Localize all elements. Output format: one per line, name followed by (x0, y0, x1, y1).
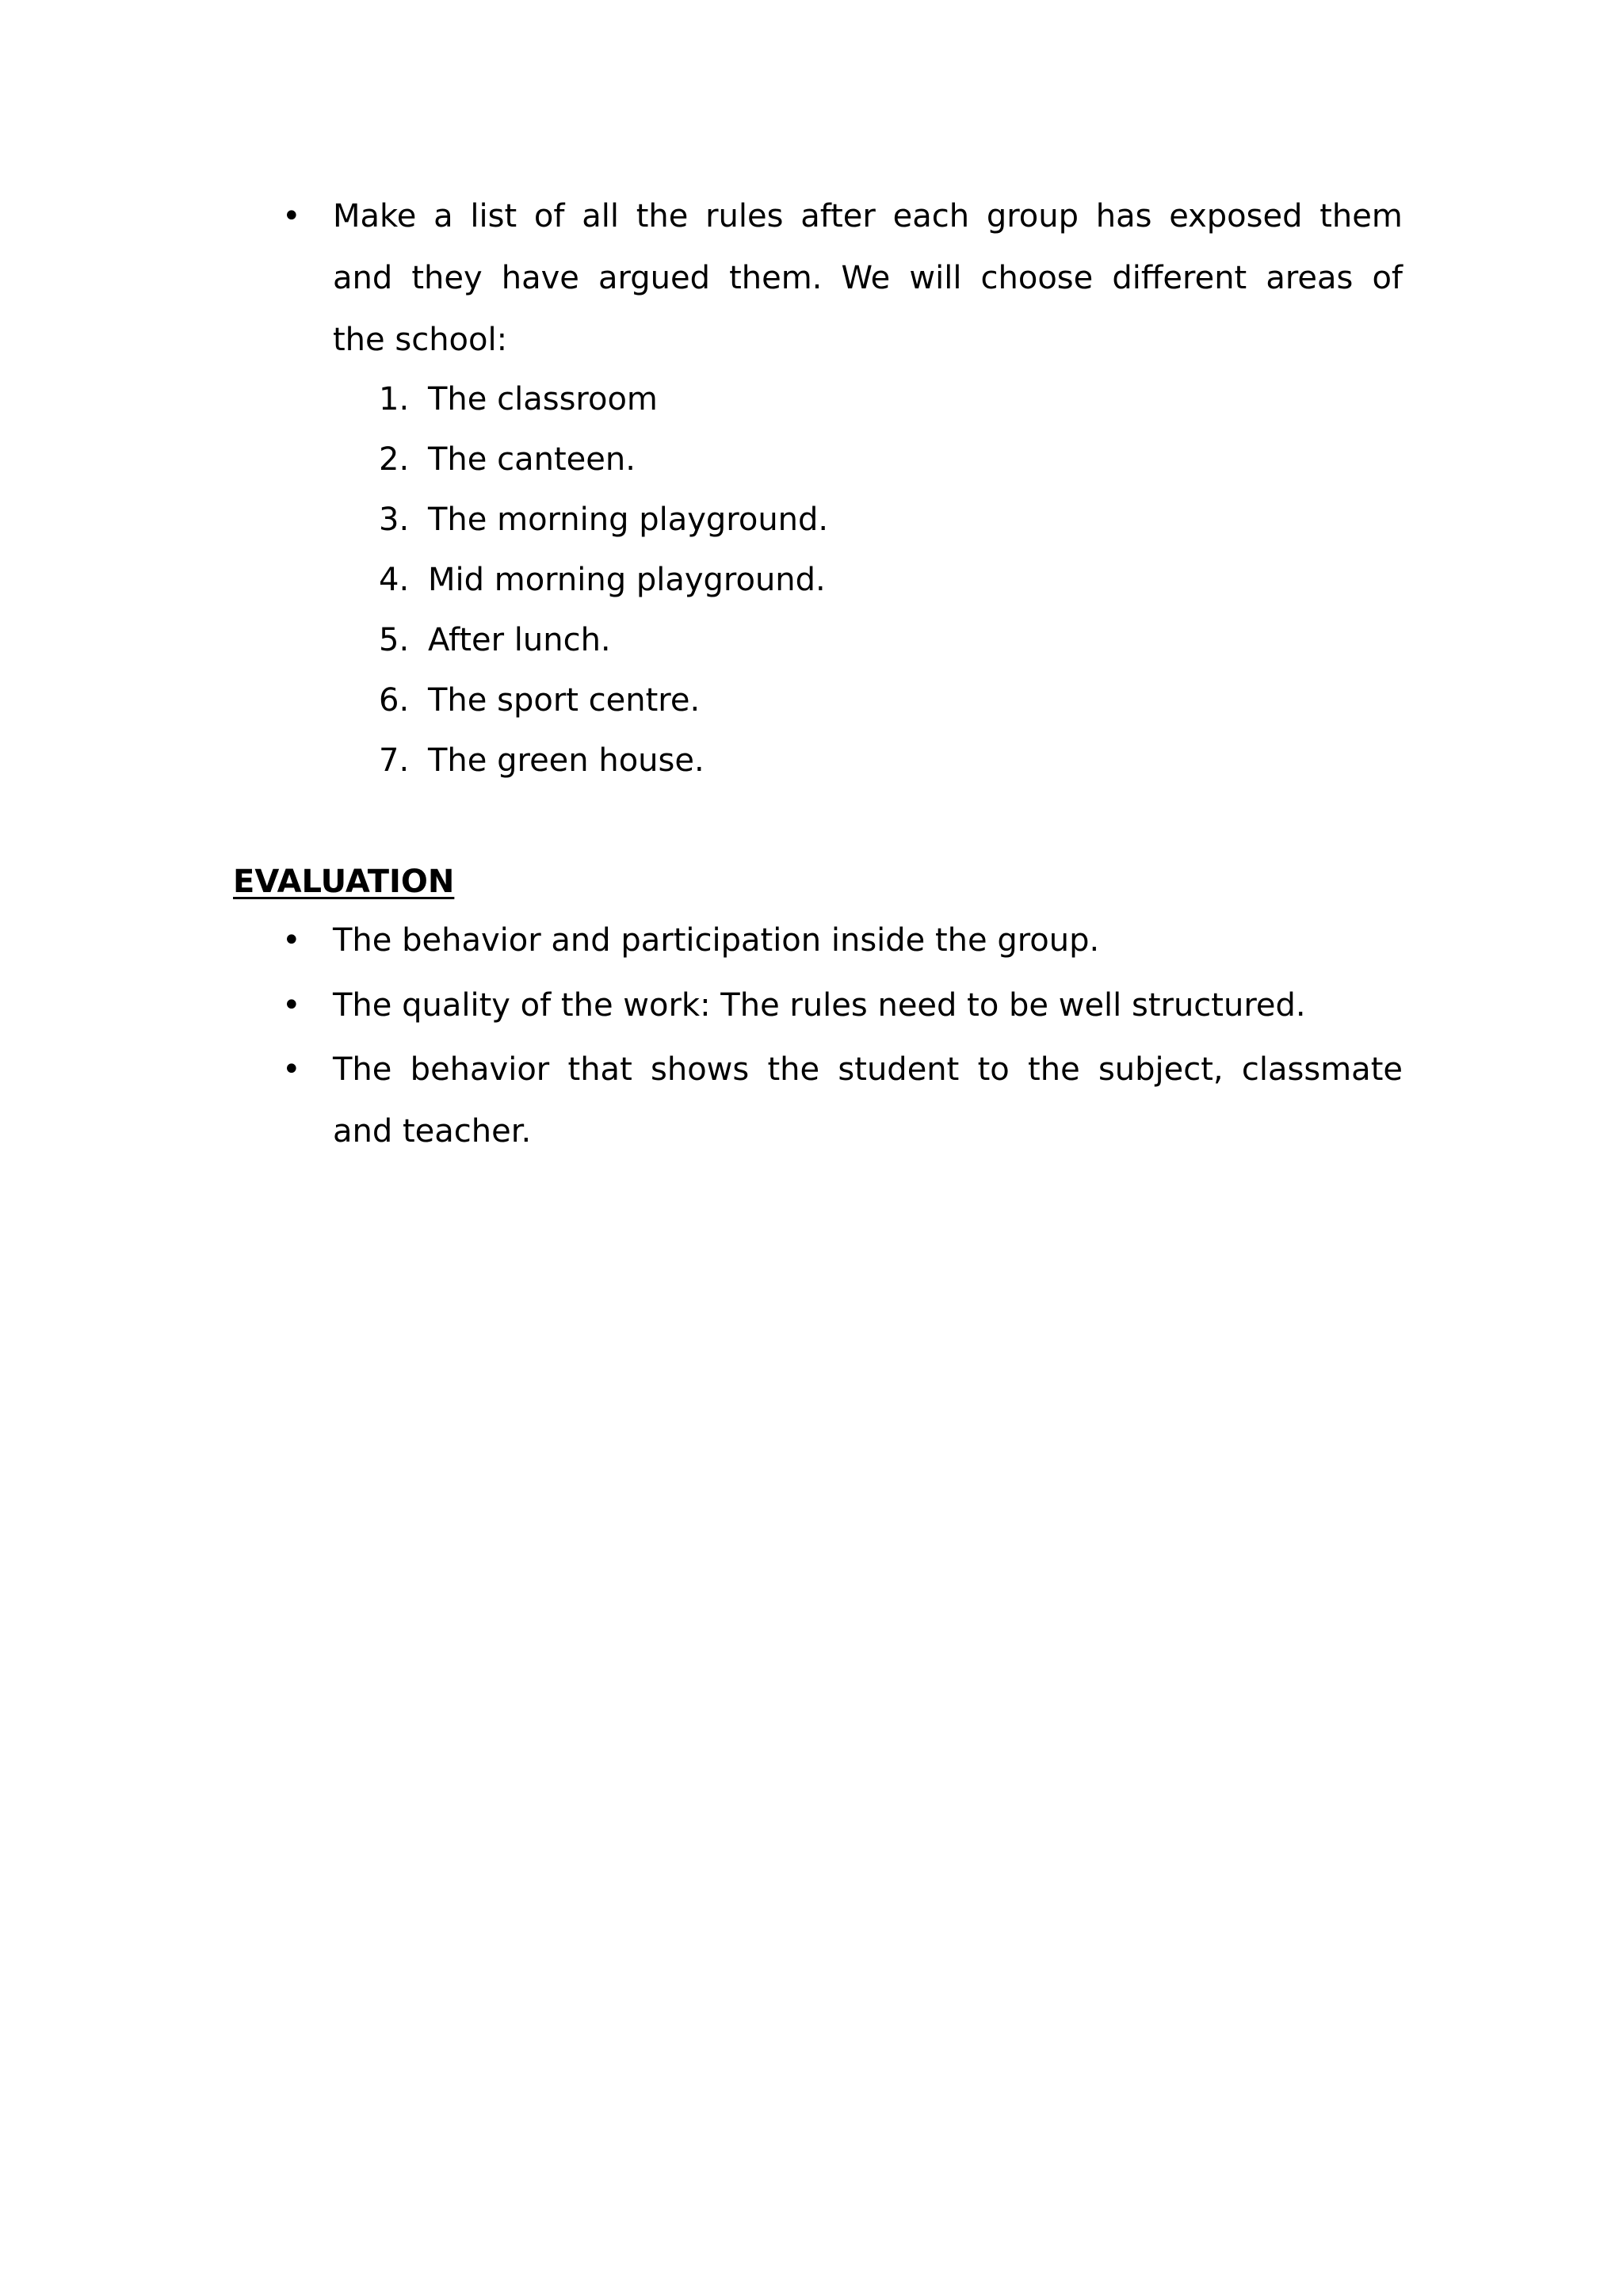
evaluation-word: student (838, 1051, 960, 1088)
intro-word: We (841, 260, 891, 296)
intro-word: list (470, 198, 517, 235)
list-item-text: The classroom (428, 381, 658, 418)
list-number: 4. (379, 562, 410, 598)
evaluation-line-1 (333, 1039, 1403, 1100)
list-number: 1. (379, 381, 410, 418)
list-item (379, 550, 828, 610)
intro-line-3: the school: (333, 322, 508, 358)
list-item-text: The green house. (428, 742, 705, 779)
list-item (379, 730, 828, 791)
evaluation-heading: EVALUATION (233, 864, 455, 900)
evaluation-word: classmate (1241, 1051, 1403, 1088)
list-item-text: The canteen. (428, 441, 636, 478)
evaluation-bullet-text: The behavior and participation inside the group. (333, 922, 1100, 959)
list-item (379, 429, 828, 490)
intro-word: the (636, 198, 689, 235)
intro-word: has (1095, 198, 1152, 235)
evaluation-line-2: and teacher. (333, 1113, 532, 1150)
intro-word: group (986, 198, 1079, 235)
list-item (379, 670, 828, 730)
intro-word: them. (729, 260, 823, 296)
bullet-marker: • (282, 1051, 301, 1088)
list-number: 7. (379, 742, 410, 779)
intro-word: a (433, 198, 453, 235)
evaluation-word: subject, (1098, 1051, 1224, 1088)
intro-word: have (501, 260, 579, 296)
evaluation-word: shows (651, 1051, 750, 1088)
intro-word: after (800, 198, 876, 235)
evaluation-word: behavior (410, 1051, 550, 1088)
list-item-text: The sport centre. (428, 682, 701, 719)
intro-word: exposed (1169, 198, 1303, 235)
evaluation-bullet (282, 974, 1306, 1036)
list-number: 2. (379, 441, 410, 478)
intro-line-1 (333, 185, 1403, 247)
bullet-marker: • (282, 922, 301, 959)
intro-word: of (1372, 260, 1403, 296)
list-number: 5. (379, 622, 410, 658)
intro-bullet (282, 185, 1403, 371)
evaluation-bullet-text (333, 1039, 1403, 1162)
list-number: 6. (379, 682, 410, 719)
intro-word: they (411, 260, 483, 296)
evaluation-bullet (282, 1039, 1403, 1162)
evaluation-word: that (567, 1051, 632, 1088)
intro-line-2 (333, 247, 1403, 309)
intro-word: choose (980, 260, 1094, 296)
list-item (379, 490, 828, 550)
list-item-text: The morning playground. (428, 502, 829, 538)
list-item-text: After lunch. (428, 622, 611, 658)
list-item-text: Mid morning playground. (428, 562, 826, 598)
evaluation-word: the (767, 1051, 820, 1088)
school-areas-list (379, 369, 828, 791)
intro-word: will (909, 260, 962, 296)
intro-bullet-text (333, 185, 1403, 371)
evaluation-bullet-text: The quality of the work: The rules need to be well structured. (333, 987, 1306, 1024)
list-item (379, 610, 828, 670)
evaluation-word: The (333, 1051, 392, 1088)
evaluation-word: to (977, 1051, 1010, 1088)
bullet-marker: • (282, 987, 301, 1024)
intro-word: areas (1266, 260, 1354, 296)
intro-word: rules (705, 198, 784, 235)
bullet-marker: • (282, 198, 301, 235)
intro-word: and (333, 260, 393, 296)
evaluation-bullet (282, 910, 1099, 971)
intro-word: each (892, 198, 970, 235)
intro-word: them (1319, 198, 1403, 235)
evaluation-word: the (1028, 1051, 1080, 1088)
intro-word: of (533, 198, 565, 235)
intro-word: Make (333, 198, 417, 235)
list-number: 3. (379, 502, 410, 538)
list-item (379, 369, 828, 429)
intro-word: different (1112, 260, 1247, 296)
intro-word: all (582, 198, 619, 235)
intro-word: argued (598, 260, 710, 296)
